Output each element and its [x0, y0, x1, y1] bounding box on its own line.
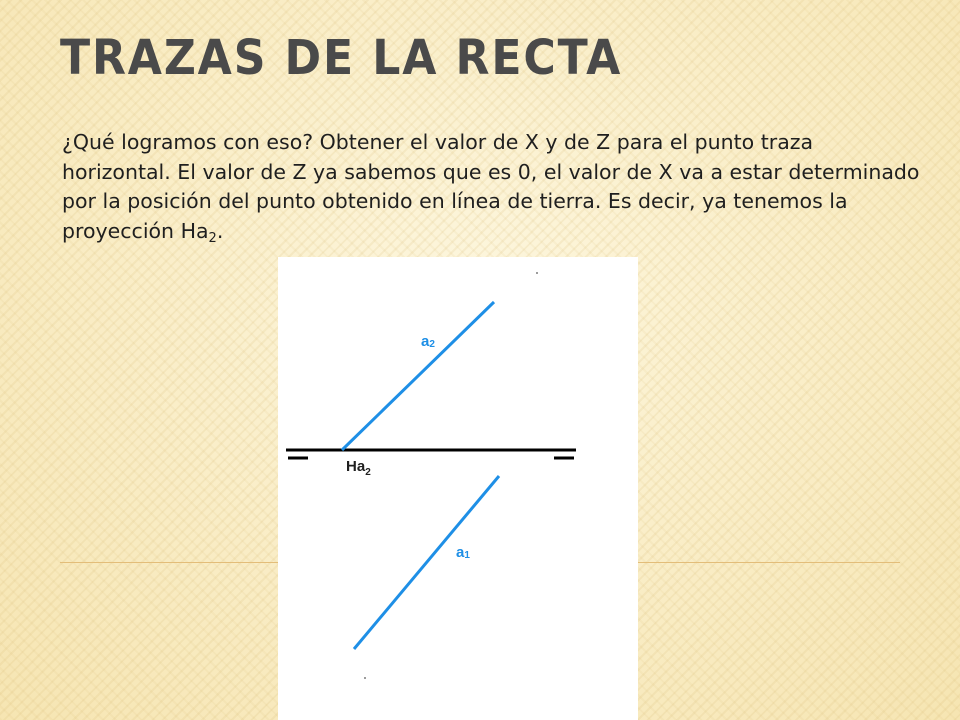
line-a2: [342, 302, 494, 450]
label-a1-subscript: 1: [464, 550, 470, 561]
label-a2-subscript: 2: [429, 339, 435, 350]
label-a1-letter: a: [456, 544, 465, 561]
paragraph-subscript: 2: [208, 230, 217, 246]
paragraph-text: ¿Qué logramos con eso? Obtener el valor de X y de Z para el punto traza horizontal. El valor de Z ya sabemos que es 0, el valor de X va a estar determinado por la posición del punto obtenido en línea de tierra. Es decir, ya tenemos la proyección Ha: [62, 130, 920, 243]
paragraph-end: .: [216, 218, 224, 243]
projection-figure: [278, 257, 638, 720]
projection-diagram: [278, 257, 638, 720]
label-a2-letter: a: [421, 333, 430, 350]
speck-bottom: [364, 677, 366, 679]
label-ha2-subscript: 2: [365, 467, 371, 478]
label-a2: [421, 333, 435, 350]
slide-paragraph: [62, 128, 922, 246]
speck-top: [536, 272, 538, 274]
line-a1: [354, 476, 499, 649]
label-ha2: [346, 458, 371, 478]
label-ha2-letters: Ha: [346, 458, 366, 475]
slide-title: TRAZAS DE LA RECTA: [60, 30, 623, 86]
label-a1: [456, 544, 470, 561]
